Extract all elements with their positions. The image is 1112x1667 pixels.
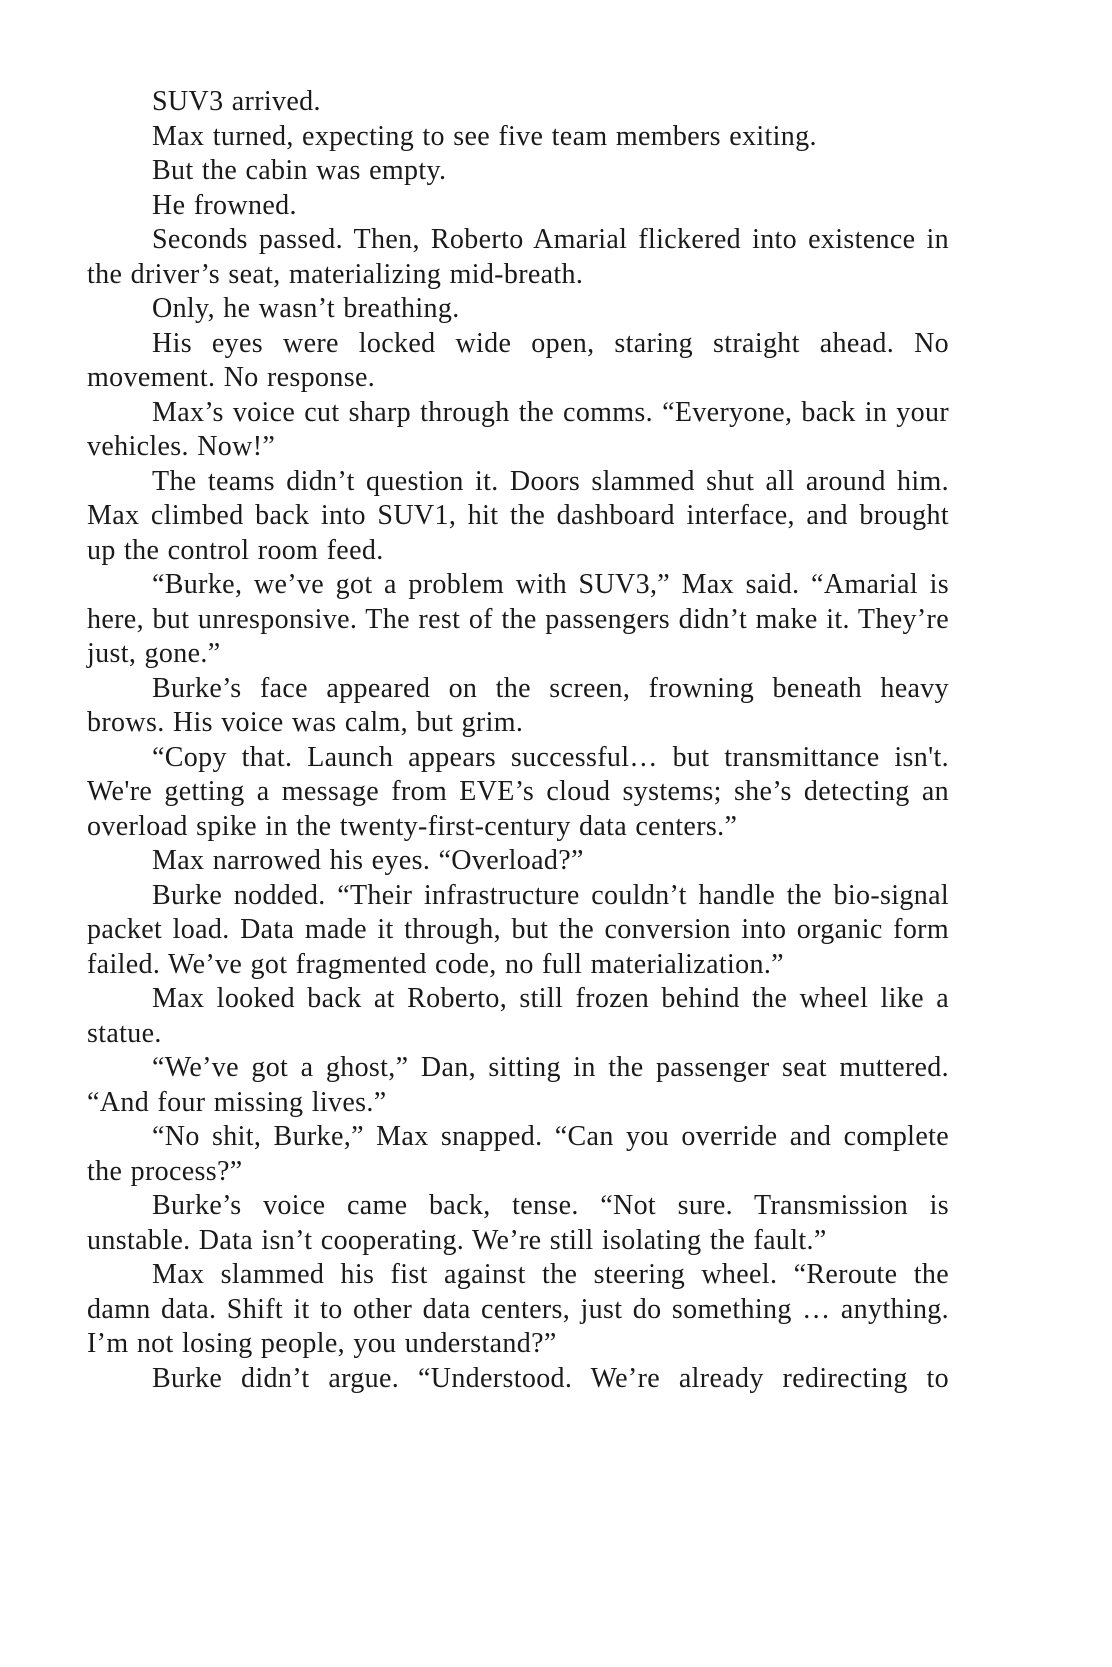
- paragraph: Burke didn’t argue. “Understood. We’re already redirecting to: [152, 1362, 949, 1394]
- paragraph: His eyes were locked wide open, staring straight ahead. No movement. No response.: [87, 327, 949, 393]
- paragraph: Burke’s voice came back, tense. “Not sure. Transmission is unstable. Data isn’t cooperating. We’re still isolating the fault.”: [87, 1190, 949, 1256]
- paragraph: “We’ve got a ghost,” Dan, sitting in the passenger seat muttered. “And four missing lives.”: [87, 1052, 949, 1118]
- paragraph: Burke’s face appeared on the screen, frowning beneath heavy brows. His voice was calm, but grim.: [87, 672, 949, 738]
- paragraph: Max looked back at Roberto, still frozen behind the wheel like a statue.: [87, 983, 949, 1049]
- paragraph: “No shit, Burke,” Max snapped. “Can you override and complete the process?”: [87, 1121, 949, 1187]
- paragraph: Max’s voice cut sharp through the comms. “Everyone, back in your vehicles. Now!”: [87, 396, 949, 462]
- paragraph: The teams didn’t question it. Doors slammed shut all around him. Max climbed back into SUV1, hit the dashboard interface, and brought up the control room feed.: [87, 465, 949, 566]
- paragraph: “Burke, we’ve got a problem with SUV3,” Max said. “Amarial is here, but unresponsive. The rest of the passengers didn’t make it. They’re just, gone.”: [87, 569, 949, 669]
- paragraph: “Copy that. Launch appears successful… but transmittance isn't. We're getting a message from EVE’s cloud systems; she’s detecting an overload spike in the twenty-first-century data centers.”: [87, 741, 949, 842]
- paragraph: Seconds passed. Then, Roberto Amarial flickered into existence in the driver’s seat, materializing mid-breath.: [87, 224, 949, 290]
- paragraph: SUV3 arrived.: [152, 86, 321, 117]
- paragraph: But the cabin was empty.: [152, 155, 447, 186]
- paragraph: Max turned, expecting to see five team members exiting.: [152, 120, 817, 152]
- paragraph: Burke nodded. “Their infrastructure couldn’t handle the bio-signal packet load. Data made it through, but the conversion into organic form failed. We’ve got fragmented code, no full materialization.”: [87, 879, 949, 980]
- paragraph: Max slammed his fist against the steering wheel. “Reroute the damn data. Shift it to other data centers, just do something … anything. I’m not losing people, you understand?”: [87, 1259, 949, 1359]
- paragraph: Only, he wasn’t breathing.: [152, 293, 460, 324]
- paragraph: He frowned.: [152, 189, 297, 221]
- paragraph: Max narrowed his eyes. “Overload?”: [152, 845, 584, 876]
- book-page-text: [87, 85, 949, 1396]
